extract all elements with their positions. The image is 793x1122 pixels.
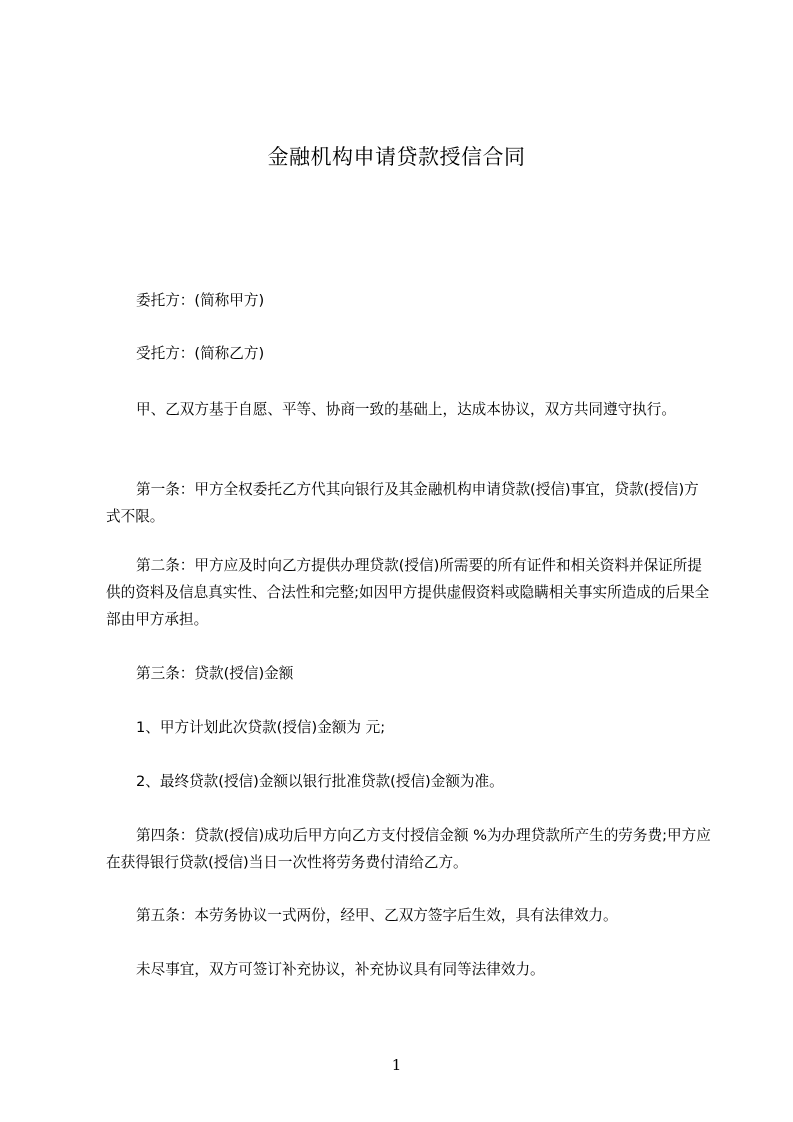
- article-three-item-one: 1、甲方计划此次贷款(授信)金额为 元;: [136, 719, 386, 736]
- contract-title: 金融机构申请贷款授信合同: [267, 145, 526, 169]
- article-four-paragraph: 第四条：贷款(授信)成功后甲方向乙方支付授信金额 %为办理贷款所产生的劳务费;甲方应在获得银行贷款(授信)当日一次性将劳务费付清给乙方。: [106, 827, 711, 871]
- article-three-heading: 第三条：贷款(授信)金额: [136, 665, 294, 682]
- article-one-paragraph: 第一条：甲方全权委托乙方代其向银行及其金融机构申请贷款(授信)事宜，贷款(授信)方式不限。: [106, 481, 699, 525]
- article-three-item-two: 2、最终贷款(授信)金额以银行批准贷款(授信)金额为准。: [136, 773, 504, 790]
- article-two-paragraph: 第二条：甲方应及时向乙方提供办理贷款(授信)所需要的所有证件和相关资料并保证所提供的资料及信息真实性、合法性和完整;如因甲方提供虚假资料或隐瞒相关事实所造成的后果全部由甲方承担。: [106, 557, 710, 628]
- page-number: 1: [391, 1056, 402, 1074]
- supplementary-clause: 未尽事宜，双方可签订补充协议，补充协议具有同等法律效力。: [136, 961, 545, 978]
- preamble-paragraph: 甲、乙双方基于自愿、平等、协商一致的基础上，达成本协议，双方共同遵守执行。: [136, 401, 676, 418]
- article-five-paragraph: 第五条：本劳务协议一式两份，经甲、乙双方签字后生效，具有法律效力。: [136, 907, 618, 924]
- party-b-line: 受托方：(简称乙方): [136, 345, 265, 362]
- party-a-line: 委托方：(简称甲方): [136, 292, 265, 309]
